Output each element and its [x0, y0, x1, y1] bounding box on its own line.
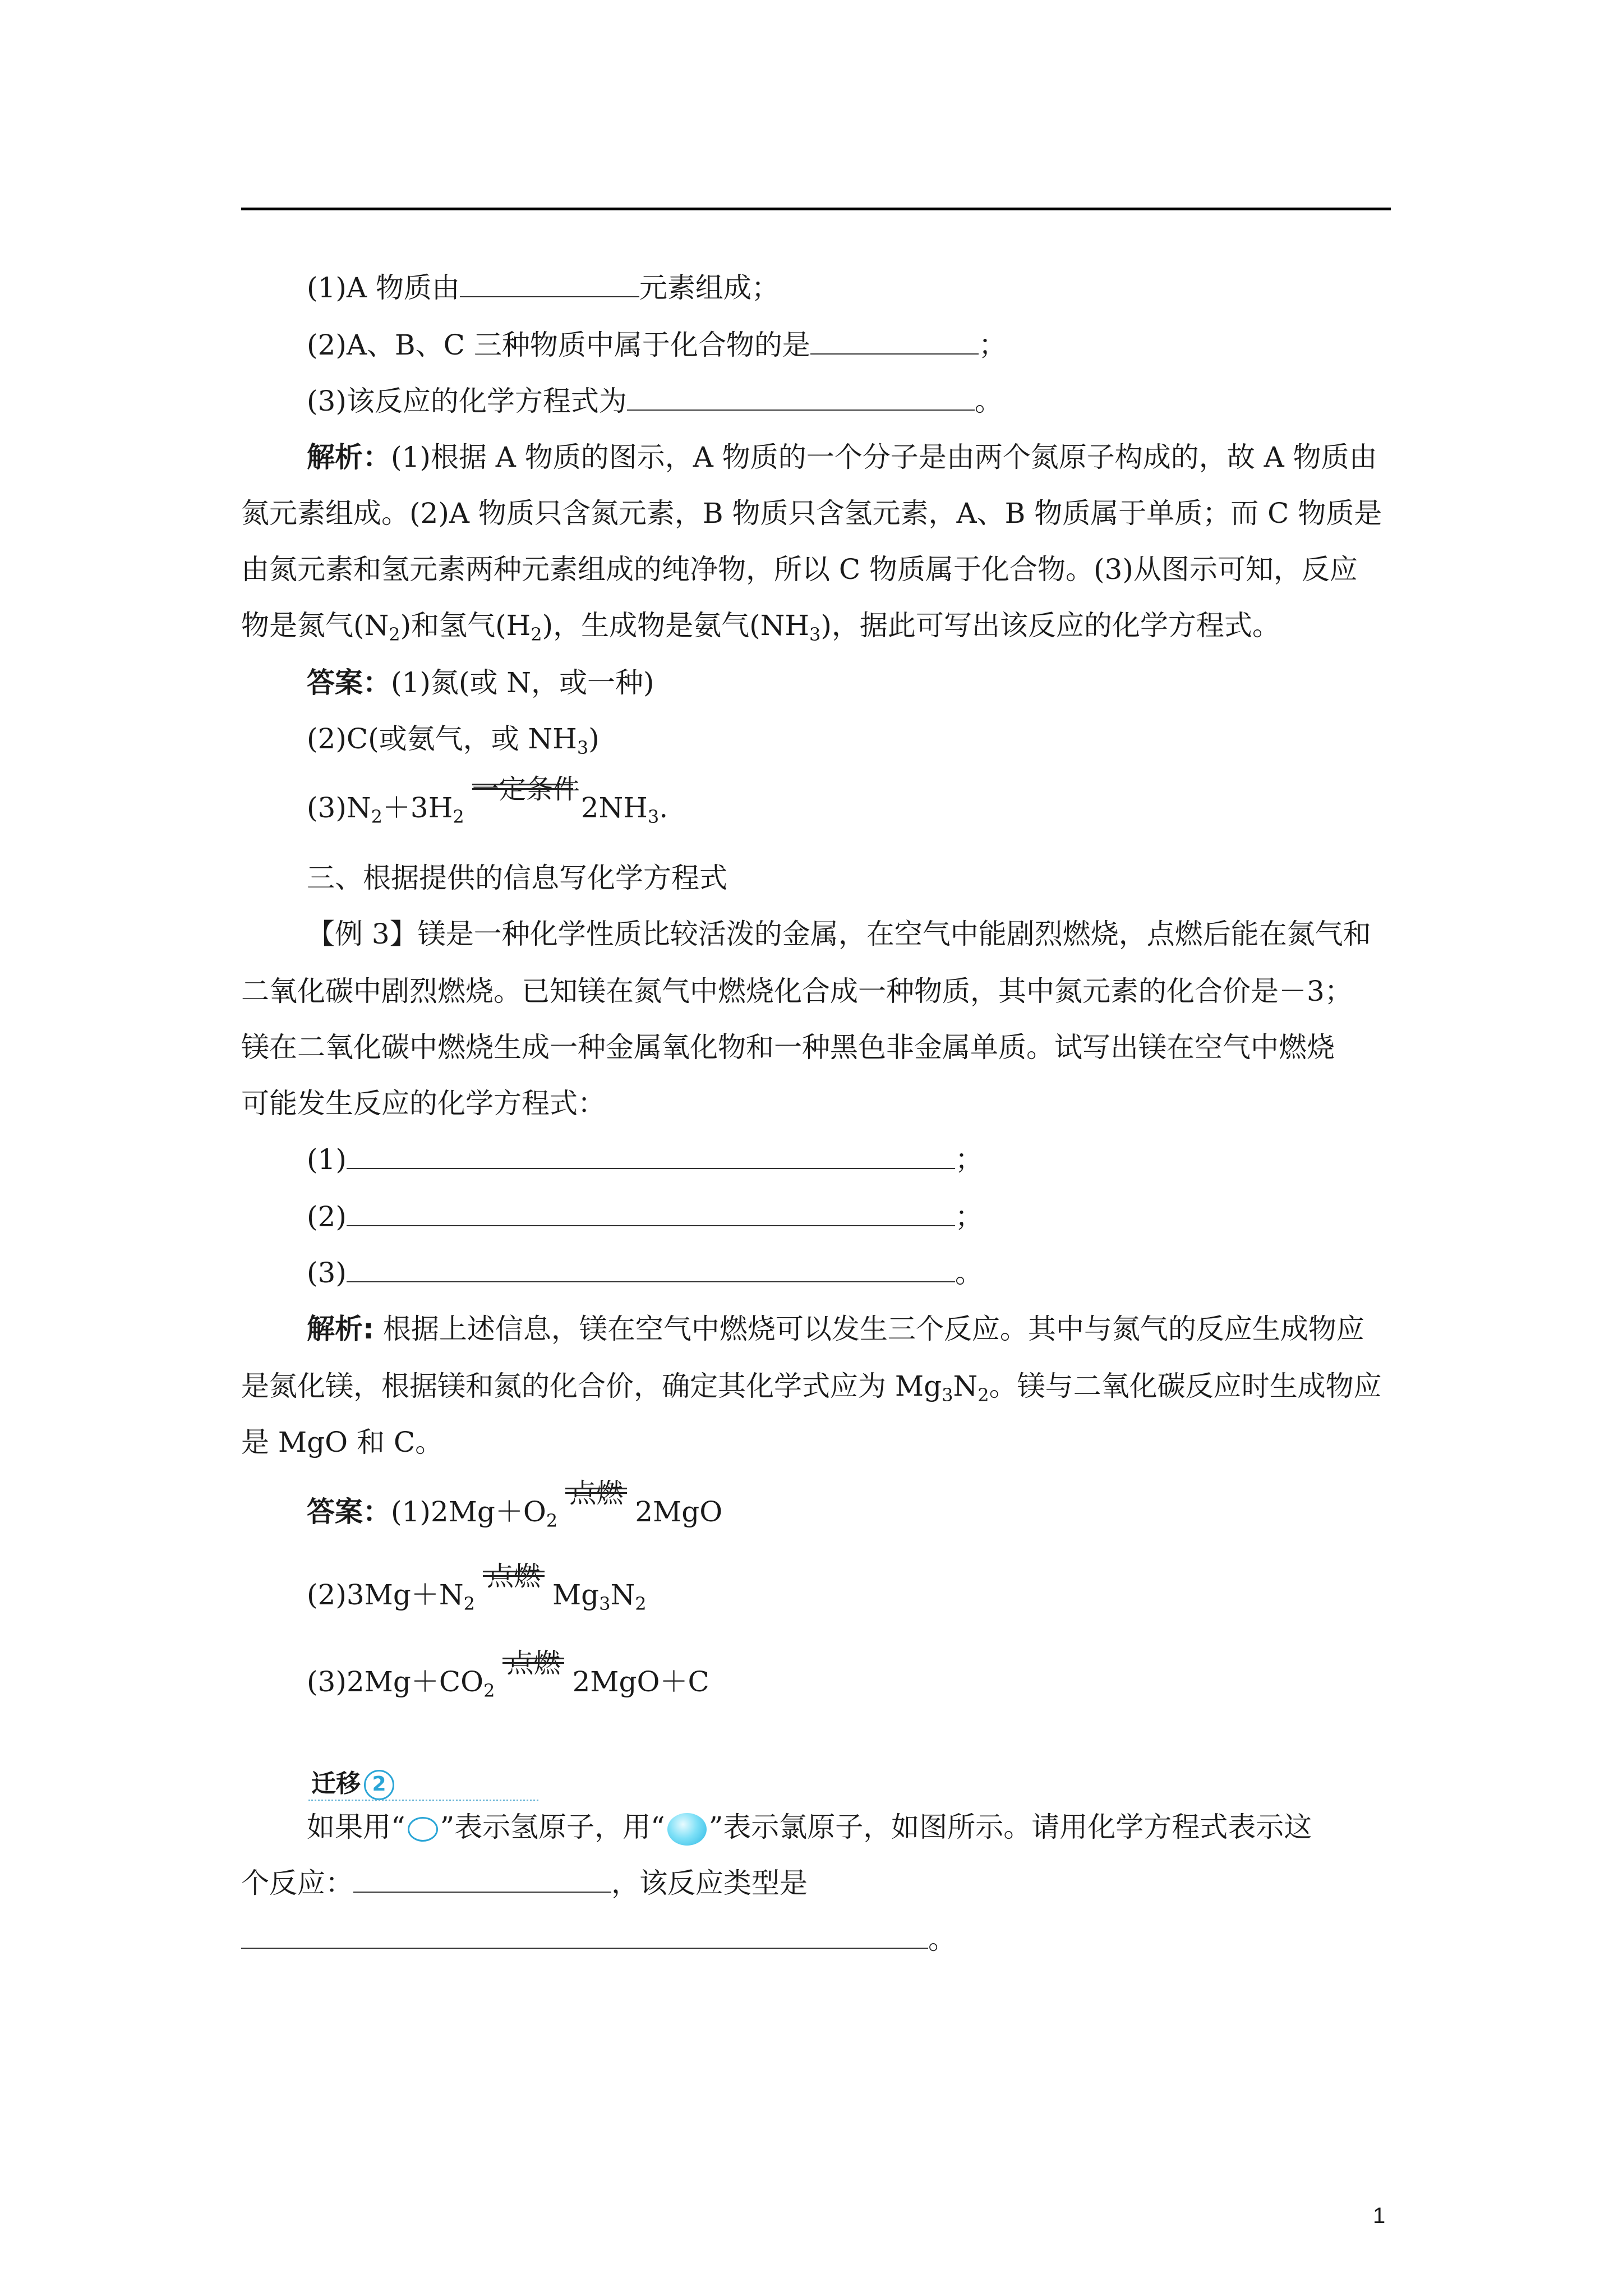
double-line-icon [502, 1658, 564, 1664]
condition-text: 点燃 [569, 1478, 624, 1509]
example-text: 可能发生反应的化学方程式： [241, 1087, 606, 1120]
transfer-text: ，该反应类型是 [611, 1867, 808, 1899]
transfer-text: 如果用“ [307, 1811, 405, 1843]
answer-2-equation-1 [241, 1478, 1456, 1531]
answer-blank [241, 1921, 928, 1949]
answer-1-line-1 [241, 663, 1456, 702]
question-2-tail: ； [978, 329, 1007, 361]
blank-tail: ； [955, 1200, 983, 1233]
answer-2-equation-2 [241, 1561, 1456, 1614]
subscript: 2 [389, 624, 400, 645]
section-title: 三、根据提供的信息写化学方程式 [307, 862, 727, 894]
subscript: 2 [463, 1593, 475, 1614]
transfer-text: “ [651, 1811, 665, 1843]
answer-1-equation [241, 774, 1456, 827]
subscript: 2 [546, 1510, 558, 1531]
blank-number: (2) [307, 1200, 347, 1233]
equation-text: 2NH [580, 792, 648, 824]
analysis-text: 物是氮气(N [241, 609, 389, 642]
analysis-text: 是 MgO 和 C。 [241, 1426, 444, 1458]
transfer-text: ”表示氯原子，如图所示。请用化学方程式表示这 [708, 1811, 1312, 1843]
blank-tail: 。 [955, 1257, 983, 1289]
answer-text: ) [588, 723, 600, 755]
subscript: 2 [635, 1593, 647, 1614]
equation-text: Mg [552, 1579, 600, 1611]
analysis-2-line-2 [241, 1366, 1391, 1406]
transfer-text: ”表示氢原子，用 [440, 1811, 651, 1843]
condition-text: 点燃 [486, 1561, 541, 1592]
transfer-number-badge: 2 [364, 1770, 394, 1800]
analysis-label: 解析: [307, 1313, 374, 1345]
double-line-icon [565, 1488, 627, 1494]
subscript: 3 [942, 1384, 953, 1406]
analysis-text: N [953, 1370, 978, 1402]
equation-text: ＋3H [382, 792, 453, 824]
transfer-line-1 [307, 1807, 1456, 1847]
header-rule [241, 208, 1391, 210]
answer-text: (1)氮(或 N，或一种) [391, 666, 654, 699]
equation-text: (2)3Mg＋N [307, 1579, 464, 1611]
example-3-line-1 [241, 914, 1456, 954]
subscript: 2 [371, 806, 382, 827]
analysis-text: )和氢气(H [400, 609, 531, 642]
reaction-condition [565, 1478, 627, 1509]
subscript: 2 [531, 624, 542, 645]
subscript: 3 [577, 737, 589, 758]
equation-text: 2MgO [635, 1496, 723, 1528]
example-text: 二氧化碳中剧烈燃烧。已知镁在氮气中燃烧化合成一种物质，其中氮元素的化合价是－3； [241, 975, 1353, 1007]
question-1-tail: 元素组成； [639, 272, 780, 304]
double-line-icon [472, 784, 573, 790]
blank-tail: ； [955, 1143, 983, 1176]
analysis-text: (1)根据 A 物质的图示，A 物质的一个分子是由两个氮原子构成的，故 A 物质由 [391, 441, 1377, 473]
answer-label: 答案： [307, 1496, 391, 1528]
transfer-text: 。 [928, 1923, 956, 1955]
equation-text: (3)N [307, 792, 371, 824]
question-3-text: (3)该反应的化学方程式为 [307, 385, 627, 417]
answer-text: (2)C(或氨气，或 NH [307, 723, 577, 755]
equation-text: (1)2Mg＋O [391, 1496, 546, 1528]
blank-number: (3) [307, 1257, 347, 1289]
subscript: 2 [453, 806, 464, 827]
analysis-2-line-1 [241, 1309, 1456, 1349]
question-3-tail: 。 [974, 385, 1003, 417]
answer-blank [627, 383, 975, 411]
answer-2-equation-3 [241, 1648, 1456, 1701]
answer-blank [353, 1865, 611, 1893]
analysis-text: 。镁与二氧化碳反应时生成物应 [989, 1370, 1382, 1402]
equation-text: 2MgO＋C [572, 1665, 709, 1698]
blank-number: (1) [307, 1143, 347, 1176]
question-3 [241, 381, 1456, 421]
equation-text: . [659, 792, 668, 824]
example-3-blank-2 [241, 1197, 1456, 1236]
subscript: 2 [978, 1384, 989, 1406]
hydrogen-atom-icon [408, 1817, 438, 1842]
subscript: 3 [599, 1593, 611, 1614]
page-number: 1 [1373, 2203, 1386, 2228]
example-3-line-4 [241, 1084, 1391, 1123]
analysis-text: )，据此可写出该反应的化学方程式。 [820, 609, 1280, 642]
analysis-text: )，生成物是氨气(NH [542, 609, 809, 642]
condition-text: 点燃 [506, 1648, 561, 1679]
analysis-text: 氮元素组成。(2)A 物质只含氮元素，B 物质只含氢元素，A、B 物质属于单质；而 C 物质是 [241, 497, 1382, 530]
subscript: 3 [647, 806, 660, 827]
transfer-tag [311, 1763, 394, 1800]
answer-blank [347, 1141, 955, 1169]
example-text: 镁在二氧化碳中燃烧生成一种金属氧化物和一种黑色非金属单质。试写出镁在空气中燃烧 [241, 1031, 1335, 1064]
analysis-text: 由氮元素和氢元素两种元素组成的纯净物，所以 C 物质属于化合物。(3)从图示可知，反应 [241, 553, 1358, 586]
example-3-line-3 [241, 1028, 1391, 1067]
double-line-icon [483, 1571, 545, 1577]
reaction-condition [502, 1648, 564, 1679]
question-2-text: (2)A、B、C 三种物质中属于化合物的是 [307, 329, 810, 361]
analysis-1-line-2 [241, 494, 1391, 533]
analysis-label: 解析： [307, 441, 391, 473]
subscript: 3 [809, 624, 821, 645]
chlorine-atom-icon [667, 1813, 707, 1846]
analysis-1-line-4 [241, 606, 1391, 645]
reaction-condition [472, 774, 580, 805]
condition-text: 一定条件 [472, 774, 580, 805]
analysis-2-line-3 [241, 1423, 1391, 1462]
question-2 [241, 325, 1456, 365]
example-3-blank-1 [241, 1140, 1456, 1179]
analysis-1-line-3 [241, 550, 1391, 589]
answer-blank [347, 1198, 955, 1226]
subscript: 2 [483, 1680, 495, 1701]
section-3-title [241, 858, 1456, 898]
answer-blank [810, 326, 979, 355]
analysis-text: 是氮化镁，根据镁和氮的化合价，确定其化学式应为 Mg [241, 1370, 942, 1402]
equation-text: (3)2Mg＋CO [307, 1665, 484, 1698]
answer-label: 答案： [307, 666, 391, 699]
example-3-blank-3 [241, 1253, 1456, 1292]
reaction-condition [483, 1561, 545, 1592]
equation-text: N [610, 1579, 635, 1611]
question-1 [241, 268, 1456, 307]
answer-1-line-2 [241, 719, 1456, 758]
transfer-line-3 [241, 1920, 1391, 1959]
example-text: 【例 3】镁是一种化学性质比较活泼的金属，在空气中能剧烈燃烧，点燃后能在氮气和 [307, 918, 1371, 950]
transfer-line-2 [241, 1864, 1391, 1903]
transfer-text: 个反应： [241, 1867, 353, 1899]
transfer-underline [308, 1800, 538, 1801]
question-1-text: (1)A 物质由 [307, 272, 460, 304]
transfer-label: 迁移 [311, 1769, 361, 1798]
example-3-line-2 [241, 972, 1391, 1011]
answer-blank [460, 269, 639, 297]
analysis-text: 根据上述信息，镁在空气中燃烧可以发生三个反应。其中与氮气的反应生成物应 [374, 1313, 1364, 1345]
answer-blank [347, 1254, 955, 1282]
analysis-1-line-1 [241, 438, 1456, 477]
